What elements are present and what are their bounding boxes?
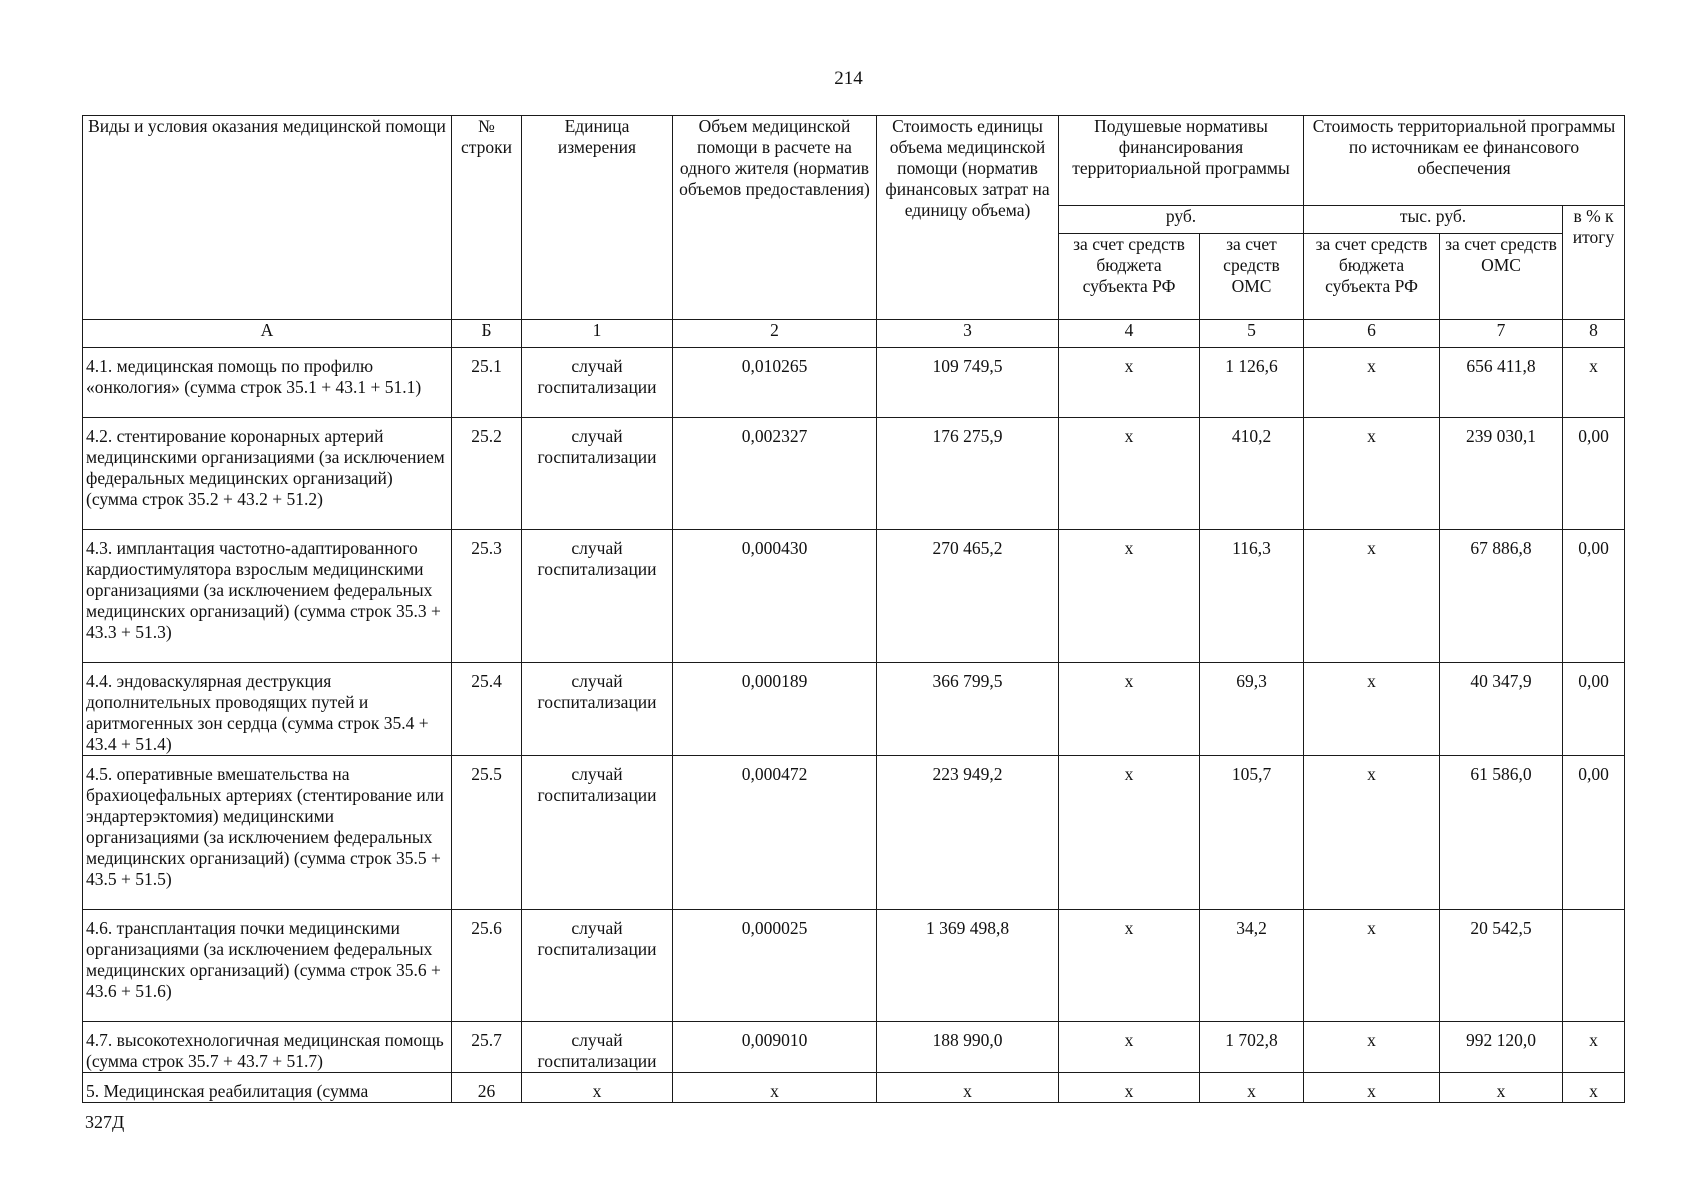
- oms-per-capita-cell: 105,7: [1200, 756, 1304, 910]
- oms-per-capita-cell: 410,2: [1200, 418, 1304, 530]
- financing-table: [82, 115, 1625, 1103]
- header-per-capita-group: Подушевые нормативы финансирования территориальной программы: [1059, 116, 1304, 206]
- index-cell: 5: [1200, 320, 1304, 348]
- budget-cost-cell: х: [1304, 1073, 1440, 1103]
- table-row: [83, 1022, 1625, 1073]
- header-thous-rub: тыс. руб.: [1304, 206, 1563, 234]
- budget-per-capita-cell: х: [1059, 1073, 1200, 1103]
- budget-cost-cell: х: [1304, 348, 1440, 418]
- budget-per-capita-cell: х: [1059, 910, 1200, 1022]
- volume-cell: х: [673, 1073, 877, 1103]
- header-types-of-care: Виды и условия оказания медицинской помощи: [83, 116, 452, 320]
- oms-cost-cell: 992 120,0: [1440, 1022, 1563, 1073]
- percent-cell: х: [1563, 348, 1625, 418]
- unit-cell: случай госпитализации: [522, 530, 673, 663]
- oms-per-capita-cell: 1 702,8: [1200, 1022, 1304, 1073]
- percent-cell: х: [1563, 1073, 1625, 1103]
- budget-per-capita-cell: х: [1059, 756, 1200, 910]
- unit-cost-cell: 270 465,2: [877, 530, 1059, 663]
- table-row: [83, 756, 1625, 910]
- unit-cell: случай госпитализации: [522, 663, 673, 756]
- header-percent: в % к итогу: [1563, 206, 1625, 320]
- index-cell: 1: [522, 320, 673, 348]
- oms-cost-cell: 239 030,1: [1440, 418, 1563, 530]
- index-cell: А: [83, 320, 452, 348]
- index-cell: Б: [452, 320, 522, 348]
- volume-cell: 0,000430: [673, 530, 877, 663]
- volume-cell: 0,000025: [673, 910, 877, 1022]
- row-name-cell: 4.6. трансплантация почки медицинскими организациями (за исключением федеральных медицинских организаций) (сумма строк 35.6 + 43.6 + 51.6): [83, 910, 452, 1022]
- unit-cost-cell: 188 990,0: [877, 1022, 1059, 1073]
- row-number-cell: 26: [452, 1073, 522, 1103]
- header-unit-cost: Стоимость единицы объема медицинской помощи (норматив финансовых затрат на единицу объема): [877, 116, 1059, 320]
- header-rub: руб.: [1059, 206, 1304, 234]
- row-name-cell: 4.7. высокотехнологичная медицинская помощь (сумма строк 35.7 + 43.7 + 51.7): [83, 1022, 452, 1073]
- oms-cost-cell: х: [1440, 1073, 1563, 1103]
- percent-cell: 0,00: [1563, 418, 1625, 530]
- index-cell: 4: [1059, 320, 1200, 348]
- row-number-cell: 25.6: [452, 910, 522, 1022]
- volume-cell: 0,009010: [673, 1022, 877, 1073]
- row-number-cell: 25.3: [452, 530, 522, 663]
- unit-cell: случай госпитализации: [522, 418, 673, 530]
- header-row-1: [83, 116, 1625, 206]
- budget-cost-cell: х: [1304, 663, 1440, 756]
- index-cell: 3: [877, 320, 1059, 348]
- table-row: [83, 663, 1625, 756]
- header-row-number: № строки: [452, 116, 522, 320]
- oms-per-capita-cell: х: [1200, 1073, 1304, 1103]
- unit-cost-cell: 1 369 498,8: [877, 910, 1059, 1022]
- volume-cell: 0,000189: [673, 663, 877, 756]
- row-number-cell: 25.5: [452, 756, 522, 910]
- table-row: [83, 348, 1625, 418]
- row-name-cell: 4.1. медицинская помощь по профилю «онкология» (сумма строк 35.1 + 43.1 + 51.1): [83, 348, 452, 418]
- volume-cell: 0,002327: [673, 418, 877, 530]
- oms-cost-cell: 67 886,8: [1440, 530, 1563, 663]
- unit-cost-cell: х: [877, 1073, 1059, 1103]
- table-row: [83, 910, 1625, 1022]
- budget-per-capita-cell: х: [1059, 530, 1200, 663]
- header-unit: Единица измерения: [522, 116, 673, 320]
- budget-cost-cell: х: [1304, 910, 1440, 1022]
- oms-cost-cell: 20 542,5: [1440, 910, 1563, 1022]
- table-row: [83, 530, 1625, 663]
- oms-per-capita-cell: 1 126,6: [1200, 348, 1304, 418]
- budget-per-capita-cell: х: [1059, 348, 1200, 418]
- row-name-cell: 4.2. стентирование коронарных артерий медицинскими организациями (за исключением федеральных медицинских организаций) (сумма строк 35.2 + 43.2 + 51.2): [83, 418, 452, 530]
- unit-cell: случай госпитализации: [522, 910, 673, 1022]
- row-number-cell: 25.7: [452, 1022, 522, 1073]
- budget-per-capita-cell: х: [1059, 1022, 1200, 1073]
- row-name-cell: 4.3. имплантация частотно-адаптированного кардиостимулятора взрослым медицинскими организациями (за исключением федеральных медицинских организаций) (сумма строк 35.3 + 43.3 + 51.3): [83, 530, 452, 663]
- budget-per-capita-cell: х: [1059, 418, 1200, 530]
- percent-cell: х: [1563, 1022, 1625, 1073]
- header-program-cost-group: Стоимость территориальной программы по источникам ее финансового обеспечения: [1304, 116, 1625, 206]
- unit-cost-cell: 109 749,5: [877, 348, 1059, 418]
- budget-cost-cell: х: [1304, 530, 1440, 663]
- budget-cost-cell: х: [1304, 756, 1440, 910]
- oms-cost-cell: 40 347,9: [1440, 663, 1563, 756]
- index-cell: 6: [1304, 320, 1440, 348]
- table-row: [83, 418, 1625, 530]
- unit-cost-cell: 176 275,9: [877, 418, 1059, 530]
- oms-cost-cell: 656 411,8: [1440, 348, 1563, 418]
- header-col-4: за счет средств бюджета субъекта РФ: [1059, 234, 1200, 320]
- header-col-5: за счет средств ОМС: [1200, 234, 1304, 320]
- budget-cost-cell: х: [1304, 418, 1440, 530]
- index-cell: 2: [673, 320, 877, 348]
- percent-cell: 0,00: [1563, 663, 1625, 756]
- oms-per-capita-cell: 69,3: [1200, 663, 1304, 756]
- oms-per-capita-cell: 116,3: [1200, 530, 1304, 663]
- row-name-cell: 4.5. оперативные вмешательства на брахиоцефальных артериях (стентирование или эндартерэктомия) медицинскими организациями (за исключением федеральных медицинских организаций) (сумма строк 35.5 + 43.5 + 51.5): [83, 756, 452, 910]
- oms-per-capita-cell: 34,2: [1200, 910, 1304, 1022]
- unit-cost-cell: 223 949,2: [877, 756, 1059, 910]
- percent-cell: [1563, 910, 1625, 1022]
- budget-per-capita-cell: х: [1059, 663, 1200, 756]
- volume-cell: 0,010265: [673, 348, 877, 418]
- index-cell: 7: [1440, 320, 1563, 348]
- row-name-cell: 5. Медицинская реабилитация (сумма: [83, 1073, 452, 1103]
- percent-cell: 0,00: [1563, 530, 1625, 663]
- budget-cost-cell: х: [1304, 1022, 1440, 1073]
- unit-cell: случай госпитализации: [522, 348, 673, 418]
- oms-cost-cell: 61 586,0: [1440, 756, 1563, 910]
- header-col-7: за счет средств ОМС: [1440, 234, 1563, 320]
- row-number-cell: 25.1: [452, 348, 522, 418]
- percent-cell: 0,00: [1563, 756, 1625, 910]
- unit-cell: х: [522, 1073, 673, 1103]
- volume-cell: 0,000472: [673, 756, 877, 910]
- unit-cost-cell: 366 799,5: [877, 663, 1059, 756]
- index-cell: 8: [1563, 320, 1625, 348]
- index-row: [83, 320, 1625, 348]
- document-code: 327Д: [85, 1112, 125, 1132]
- page-number: 214: [834, 68, 863, 89]
- header-col-6: за счет средств бюджета субъекта РФ: [1304, 234, 1440, 320]
- row-name-cell: 4.4. эндоваскулярная деструкция дополнительных проводящих путей и аритмогенных зон сердца (сумма строк 35.4 + 43.4 + 51.4): [83, 663, 452, 756]
- row-number-cell: 25.4: [452, 663, 522, 756]
- header-volume: Объем медицинской помощи в расчете на одного жителя (норматив объемов предоставления): [673, 116, 877, 320]
- unit-cell: случай госпитализации: [522, 756, 673, 910]
- row-number-cell: 25.2: [452, 418, 522, 530]
- table-row: [83, 1073, 1625, 1103]
- unit-cell: случай госпитализации: [522, 1022, 673, 1073]
